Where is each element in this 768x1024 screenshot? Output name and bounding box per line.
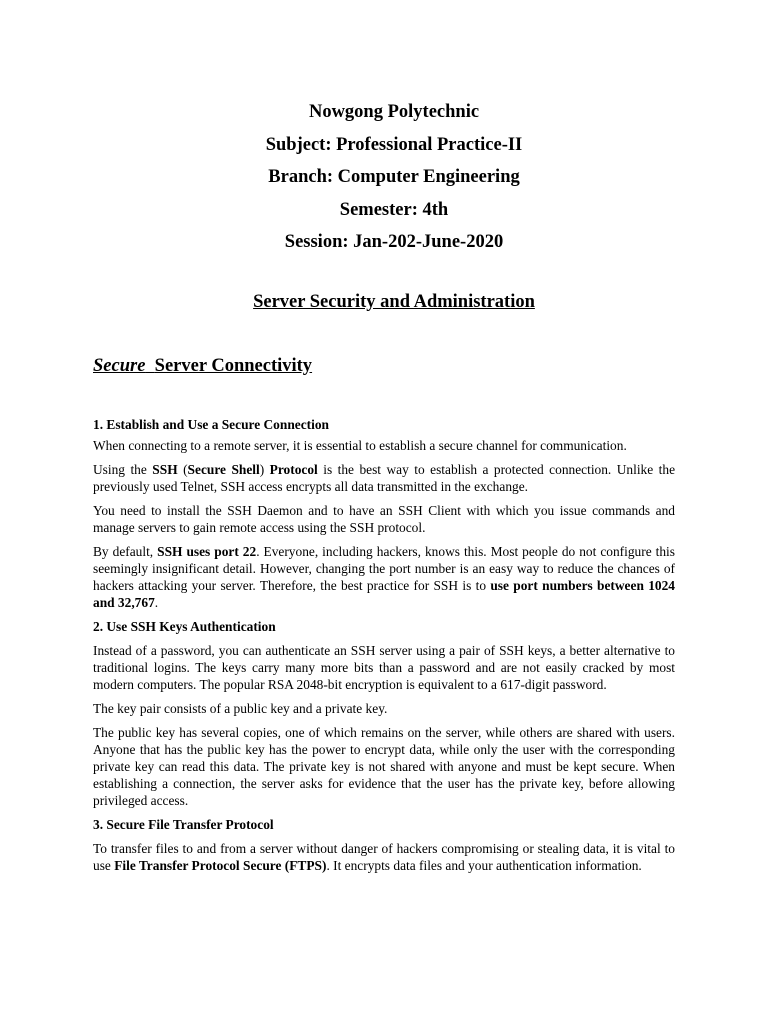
paragraph <box>93 543 675 611</box>
text-run: By default, <box>93 543 158 559</box>
text-run: . Everyone, including hackers, knows this. Most people do not configure this seemingly insignificant detail. However, changing the port number is an easy way to reduce the chances of hackers attacking your server. Therefore, the best practice for SSH is to <box>93 543 675 593</box>
paragraph: Instead of a password, you can authenticate an SSH server using a pair of SSH keys, a better alternative to traditional logins. The keys carry many more bits than a password and are not easily cracked by most modern computers. The popular RSA 2048-bit encryption is equivalent to a 617-digit password. <box>93 642 675 692</box>
subject-line: Subject: Professional Practice-II <box>265 134 523 155</box>
text-run-bold: use port numbers between 1024 and 32,767 <box>93 577 675 610</box>
text-run: ) <box>259 461 270 477</box>
section-title-emphasis: Secure <box>93 355 146 376</box>
text-run: ( <box>177 461 188 477</box>
text-run-bold: File Transfer Protocol Secure (FTPS) <box>114 857 327 873</box>
institution-name: Nowgong Polytechnic <box>308 102 480 122</box>
paragraph: The key pair consists of a public key and a private key. <box>93 700 388 716</box>
document-header <box>93 96 675 259</box>
text-run-bold: Protocol <box>269 461 318 477</box>
text-run-bold: SSH uses port 22 <box>157 543 257 559</box>
text-run-bold: SSH <box>152 461 178 477</box>
paragraph: When connecting to a remote server, it is essential to establish a secure channel for communication. <box>93 437 627 453</box>
branch-line: Branch: Computer Engineering <box>268 167 520 187</box>
document-page <box>93 96 675 874</box>
paragraph <box>93 461 675 495</box>
text-run: is the best way to establish a protected connection. Unlike the previously used Telnet, SSH access encrypts all data transmitted in the exchange. <box>93 461 676 494</box>
semester-line: Semester: 4th <box>339 199 449 220</box>
subsection-heading-1: 1. Establish and Use a Secure Connection <box>93 416 329 432</box>
paragraph: You need to install the SSH Daemon and to have an SSH Client with which you issue commands and manage servers to gain remote access using the SSH protocol. <box>93 502 675 535</box>
text-run: Using the <box>93 461 153 477</box>
text-run-bold: Secure Shell <box>187 461 260 477</box>
section-title-rest: Server Connectivity <box>154 355 313 376</box>
document-title: Server Security and Administration <box>253 291 535 312</box>
text-run: To transfer files to and from a server without danger of hackers compromising or stealing data, it is vital to use <box>93 840 675 873</box>
text-run: . <box>154 594 159 610</box>
paragraph <box>93 840 675 874</box>
section-title <box>93 354 675 378</box>
subsection-heading-3: 3. Secure File Transfer Protocol <box>93 816 274 832</box>
subsection-heading-2: 2. Use SSH Keys Authentication <box>93 618 276 634</box>
session-line: Session: Jan-202-June-2020 <box>284 232 504 252</box>
paragraph: The public key has several copies, one of which remains on the server, while others are shared with users. Anyone that has the public key has the power to encrypt data, while only the user with the corresponding private key can read this data. The private key is not shared with anyone and must be kept secure. When establishing a connection, the server asks for evidence that the user has the private key, before allowing privileged access. <box>93 724 675 808</box>
text-run: . It encrypts data files and your authentication information. <box>326 857 642 873</box>
